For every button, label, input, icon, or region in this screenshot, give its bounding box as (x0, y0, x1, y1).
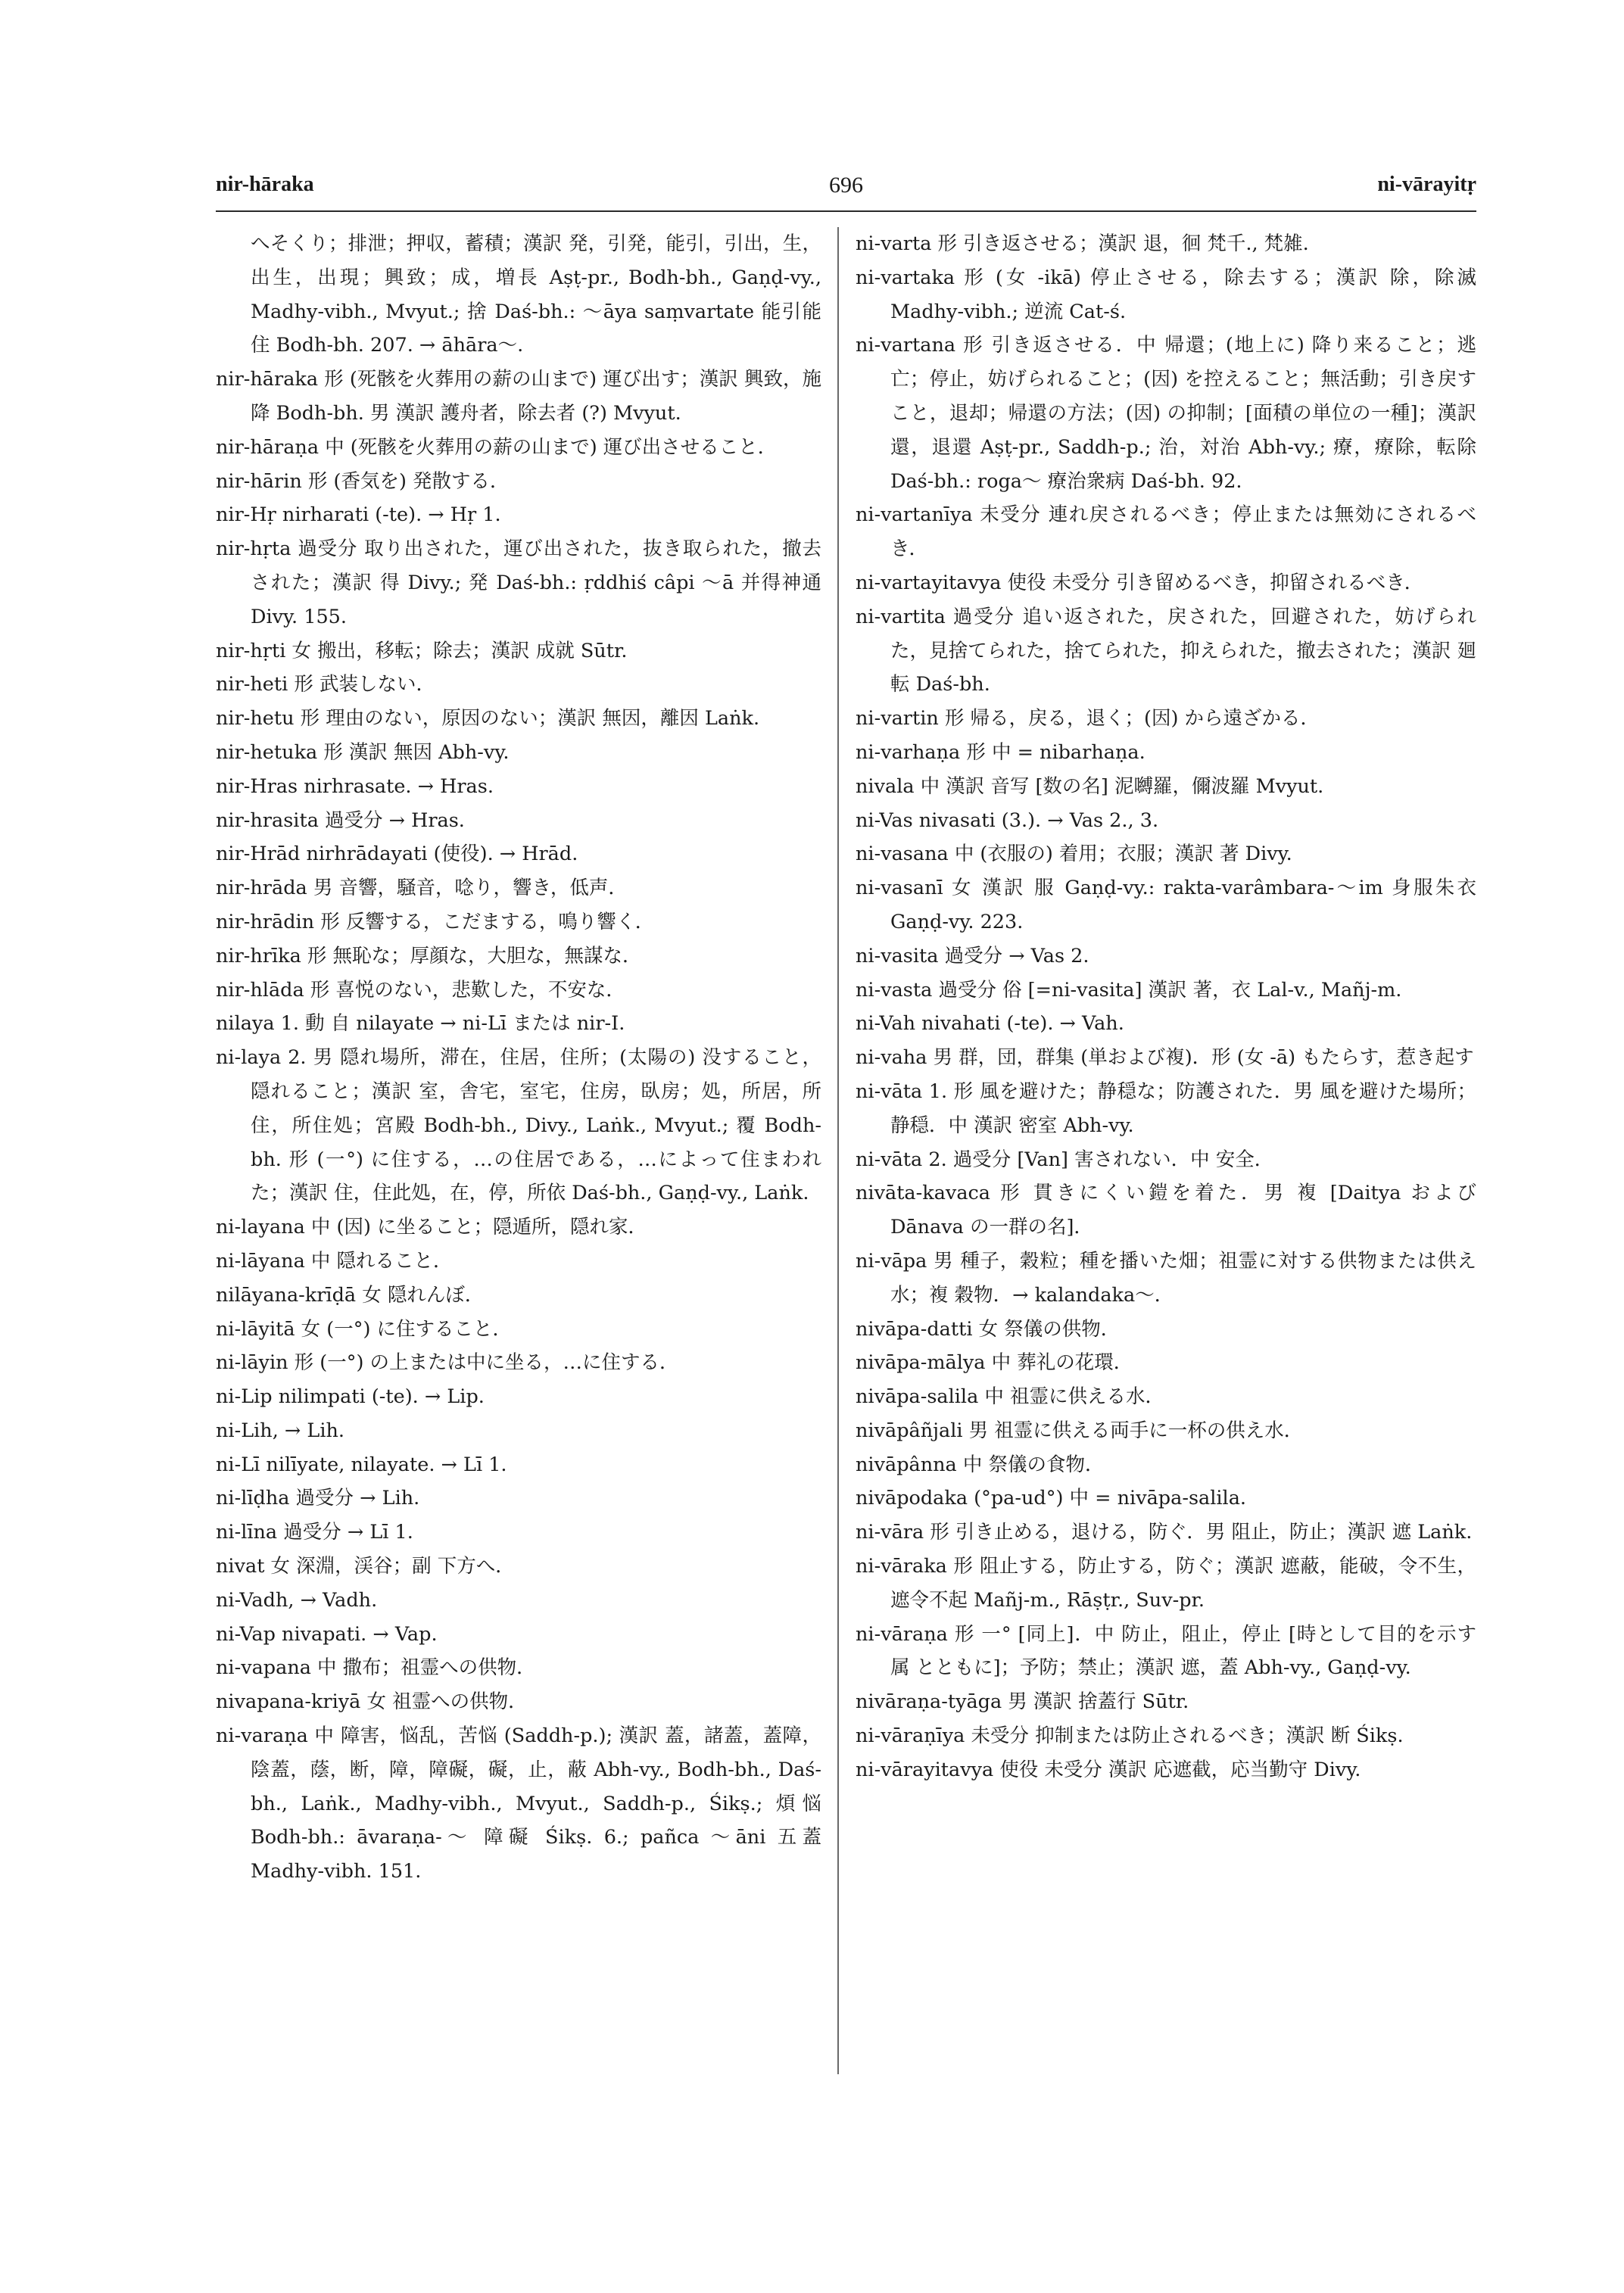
dictionary-entry: nir-Hrād nirhrādayati (使役). → Hrād. (216, 843, 578, 866)
right-running-head: ni-vārayitṛ (1377, 173, 1476, 196)
dictionary-entry: nilaya 1. 動 自 nilayate → ni-Lī または nir-I. (216, 1012, 625, 1036)
dictionary-entry: nir-hlāda 形 喜悦のない，悲歎した，不安な． (216, 978, 625, 1002)
dictionary-entry: ni-vaha 男 群，団，群集 (単および複)．形 (女 -ā) もたらす，惹き起す (856, 1046, 1474, 1070)
dictionary-entry: nivāpa-datti 女 祭儀の供物． (856, 1317, 1121, 1341)
page-number: 696 (829, 173, 863, 198)
dictionary-entry: ni-vasta 過受分 俗 [=ni-vasita] 漢訳 著，衣 Lal-v., Mañj-m. (856, 978, 1402, 1002)
dictionary-entry: ni-vartana 形 引き返させる．中 帰還；(地上に) 降り来ること；逃亡；停止，妨げられること；(因) を控えること；無活動；引き戻すこと，退却；帰還の方法；(因) の抑制；[面積の単位の一種]；漢訳 還，退還 Aṣṭ-pr., Saddh-p.; 治，対治 Abh-vy.; 療，療除，転除 Daś-bh.: roga～ 療治衆病 Daś-bh. 92. (856, 334, 1476, 493)
dictionary-entry: ni-vāta 2. 過受分 [Van] 害されない．中 安全． (856, 1148, 1274, 1171)
left-column (216, 227, 821, 1889)
dictionary-entry: nir-Hras nirhrasate. → Hras. (216, 774, 494, 798)
dictionary-entry: nir-hārin 形 (香気を) 発散する． (216, 469, 510, 493)
dictionary-entry: ni-Vah nivahati (-te). → Vah. (856, 1012, 1124, 1036)
dictionary-entry: nir-hetu 形 理由のない，原因のない；漢訳 無因，離因 Laṅk. (216, 707, 760, 731)
dictionary-entry: ni-Vadh, → Vadh. (216, 1588, 378, 1612)
dictionary-entry: nir-hetuka 形 漢訳 無因 Abh-vy. (216, 740, 510, 764)
dictionary-entry: nivāpa-salila 中 祖霊に供える水． (856, 1385, 1165, 1409)
dictionary-entry: ni-vartita 過受分 追い返された，戻された，回避された，妨げられた，見捨てられた，捨てられた，抑えられた，撤去された；漢訳 廻転 Daś-bh. (856, 605, 1476, 696)
dictionary-entry: ni-lāyana 中 隠れること． (216, 1249, 453, 1273)
dictionary-entry: nivāpa-mālya 中 葬礼の花環． (856, 1351, 1133, 1375)
dictionary-entry: nivāpânna 中 祭儀の食物． (856, 1453, 1105, 1476)
dictionary-entry: ni-vāraṇa 形 一° [同上]．中 防止，阻止，停止 [時として目的を示す 属 とともに]；予防；禁止；漢訳 遮，蓋 Abh-vy., Gaṇḍ-vy. (856, 1622, 1476, 1680)
dictionary-entry: ni-varaṇa 中 障害，悩乱，苦悩 (Saddh-p.); 漢訳 蓋，諸蓋，蓋障，陰蓋，蔭，断，障，障礙，礙，止，蔽 Abh-vy., Bodh-bh., Daś-bh., Laṅk., Madhy-vibh., Mvyut., Saddh-p., Śikṣ.; 煩悩 Bodh-bh.: āvaraṇa-～ 障礙 Śikṣ. 6.; pañca ～āni 五蓋 Madhy-vibh. 151. (216, 1724, 821, 1883)
dictionary-entry: ni-lāyitā 女 (一°) に住すること． (216, 1317, 513, 1341)
left-running-head: nir-hāraka (216, 173, 314, 196)
dictionary-entry: nir-hrasita 過受分 → Hras. (216, 808, 465, 832)
dictionary-entry: ni-vartaka 形 (女 -ikā) 停止させる，除去する；漢訳 除，除滅 Madhy-vibh.; 逆流 Cat-ś. (856, 266, 1476, 323)
dictionary-entry: nivāpâñjali 男 祖霊に供える両手に一杯の供え水． (856, 1419, 1304, 1442)
dictionary-entry: nir-hrāda 男 音響，騒音，唸り，響き，低声． (216, 877, 628, 900)
page-header (216, 173, 1476, 210)
dictionary-entry: nir-hāraṇa 中 (死骸を火葬用の薪の山まで) 運び出させること． (216, 435, 778, 459)
dictionary-entry: nivāta-kavaca 形 貫きにくい鎧を着た．男 複 [Daitya および Dānava の一群の名]． (856, 1182, 1476, 1239)
dictionary-entry: ni-vasita 過受分 → Vas 2. (856, 944, 1089, 967)
dictionary-entry: nir-hṛta 過受分 取り出された，運び出された，抜き取られた，撤去された；漢訳 得 Divy.; 発 Daś-bh.: ṛddhiś câpi ～ā 并得神通 Divy. 155. (216, 537, 821, 628)
dictionary-entry: ni-vasanī 女 漢訳 服 Gaṇḍ-vy.: rakta-varâmbara-～im 身服朱衣 Gaṇḍ-vy. 223. (856, 877, 1476, 933)
dictionary-entry: ni-Vas nivasati (3.). → Vas 2., 3. (856, 808, 1159, 832)
dictionary-entry: ni-lāyin 形 (一°) の上または中に坐る，…に住する． (216, 1351, 679, 1375)
dictionary-entry: nivāpodaka (°pa-ud°) 中 = nivāpa-salila. (856, 1487, 1247, 1510)
dictionary-entry: ni-laya 2. 男 隠れ場所，滞在，住居，住所；(太陽の) 没すること，隠れること；漢訳 室，舎宅，室宅，住房，臥房；処，所居，所住，所住処；宮殿 Bodh-bh., Divy., Laṅk., Mvyut.; 覆 Bodh-bh. 形 (一°) に住する，…の住居である，…によって住まわれた；漢訳 住，住此処，在，停，所依 Daś-bh., Gaṇḍ-vy., Laṅk. (216, 1046, 821, 1205)
dictionary-entry: ni-līḍha 過受分 → Lih. (216, 1487, 420, 1510)
dictionary-entry: nir-hāraka 形 (死骸を火葬用の薪の山まで) 運び出す；漢訳 興致，施降 Bodh-bh. 男 漢訳 護舟者，除去者 (?) Mvyut. (216, 368, 821, 425)
dictionary-entry: ni-vartanīya 未受分 連れ戻されるべき；停止または無効にされるべき． (856, 503, 1476, 561)
column-divider (837, 227, 839, 2074)
dictionary-entry: nir-hrīka 形 無恥な；厚顔な，大胆な，無謀な． (216, 944, 642, 967)
dictionary-entry: ni-vāpa 男 種子，穀粒；種を播いた畑；祖霊に対する供物または供え水；複 穀物．→ kalandaka～． (856, 1249, 1476, 1307)
dictionary-entry: ni-Lip nilimpati (-te). → Lip. (216, 1385, 485, 1409)
dictionary-entry: nir-heti 形 武装しない． (216, 673, 436, 696)
dictionary-entry: nir-hṛti 女 搬出，移転；除去；漢訳 成就 Sūtr. (216, 639, 628, 662)
header-rule (216, 210, 1476, 212)
dictionary-entry: ni-līna 過受分 → Lī 1. (216, 1521, 413, 1544)
dictionary-entry: ni-vāta 1. 形 風を避けた；静穏な；防護された．男 風を避けた場所；静穏．中 漢訳 密室 Abh-vy. (856, 1080, 1476, 1137)
dictionary-entry: nivat 女 深淵，渓谷；副 下方へ． (216, 1555, 515, 1578)
dictionary-entry: ni-varta 形 引き返させる；漢訳 退，徊 梵千., 梵雑. (856, 232, 1309, 255)
dictionary-entry: ni-vāra 形 引き止める，退ける，防ぐ．男 阻止，防止；漢訳 遮 Laṅk. (856, 1521, 1473, 1544)
dictionary-entry: ni-Vap nivapati. → Vap. (216, 1622, 438, 1646)
dictionary-entry: ni-vāraṇīya 未受分 抑制または防止されるべき；漢訳 断 Śikṣ. (856, 1724, 1404, 1748)
dictionary-entry: ni-layana 中 (因) に坐ること；隠遁所，隠れ家． (216, 1216, 648, 1239)
dictionary-entry: nilāyana-krīḍā 女 隠れんぼ． (216, 1283, 485, 1307)
dictionary-entry: ni-vārayitavya 使役 未受分 漢訳 応遮截，応当勤守 Divy. (856, 1758, 1361, 1781)
dictionary-entry: ni-varhaṇa 形 中 = nibarhaṇa. (856, 740, 1146, 764)
dictionary-entry: nir-hrādin 形 反響する，こだまする，鳴り響く． (216, 910, 655, 933)
dictionary-entry: ni-vapana 中 撒布；祖霊への供物． (216, 1656, 536, 1680)
right-column (856, 227, 1476, 1787)
dictionary-entry: ni-Lī nilīyate, nilayate. → Lī 1. (216, 1453, 507, 1476)
dictionary-entry: nivāraṇa-tyāga 男 漢訳 捨蓋行 Sūtr. (856, 1690, 1189, 1714)
dictionary-entry: nivapana-kriyā 女 祖霊への供物． (216, 1690, 528, 1714)
dictionary-entry: ni-Lih, → Lih. (216, 1419, 345, 1442)
dictionary-entry: nivala 中 漢訳 音写 [数の名] 泥嚩羅，儞波羅 Mvyut. (856, 774, 1324, 798)
dictionary-entry: nir-Hṛ nirharati (-te). → Hṛ 1. (216, 503, 501, 527)
dictionary-entry: ni-vasana 中 (衣服の) 着用；衣服；漢訳 著 Divy. (856, 843, 1292, 866)
dictionary-entry: ni-vartin 形 帰る，戻る，退く；(因) から遠ざかる． (856, 707, 1320, 731)
dictionary-entry: ni-vartayitavya 使役 未受分 引き留めるべき，抑留されるべき． (856, 571, 1424, 594)
dictionary-entry: ni-vāraka 形 阻止する，防止する，防ぐ；漢訳 遮蔽，能破，令不生，遮令不起 Mañj-m., Rāṣṭr., Suv-pr. (856, 1555, 1476, 1612)
dictionary-entry: へそくり；排泄；押収，蓄積；漢訳 発，引発，能引，引出，生，出生，出現；興致；成，増長 Aṣṭ-pr., Bodh-bh., Gaṇḍ-vy., Madhy-vibh., Mvyut.; 捨 Daś-bh.: ～āya saṃvartate 能引能住 Bodh-bh. 207. → āhāra～. (251, 232, 821, 357)
